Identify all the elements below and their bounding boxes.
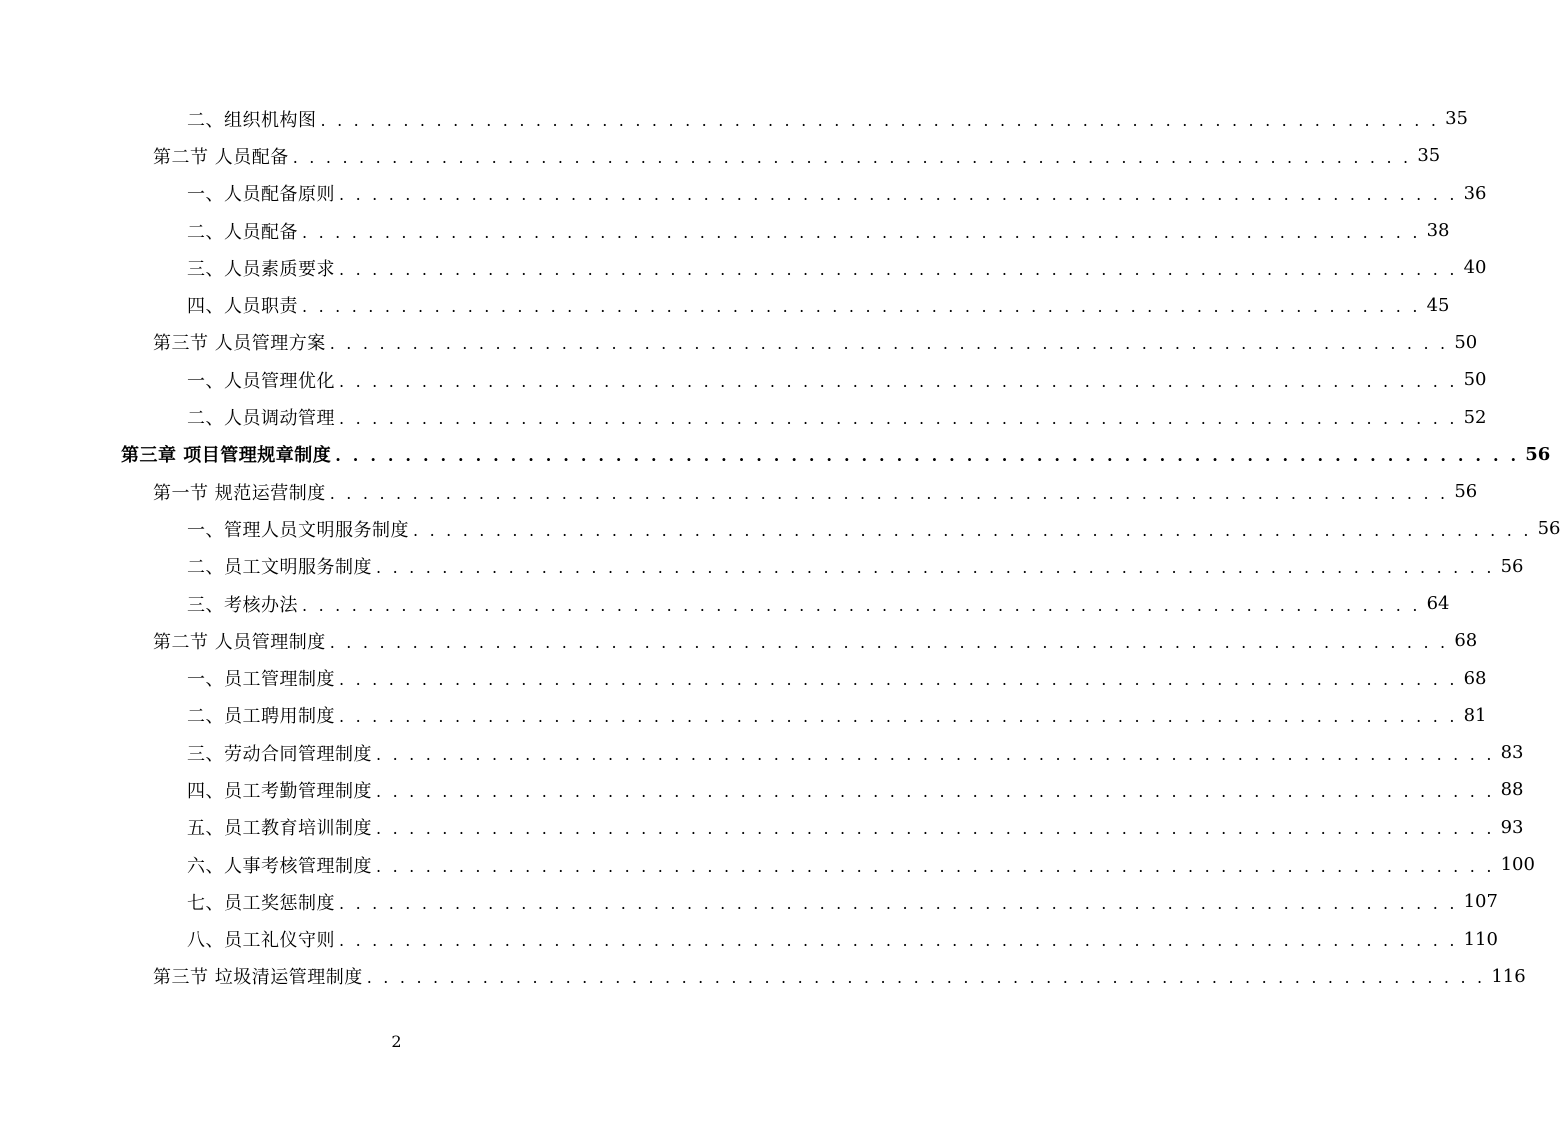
toc-entry-page: 116 — [1491, 965, 1526, 987]
dot-leader: . . . . . . . . . . . . . . . . . . . . . . . . . . . . . . . . . . . . . . . . . . . . . . . . . . . . . . . . . . . . . . . . . . . . — [339, 670, 1458, 690]
page-number: 2 — [391, 1032, 402, 1051]
toc-entry-item[interactable] — [0, 249, 1487, 286]
toc-entry-page: 110 — [1463, 928, 1498, 950]
toc-entry-section[interactable] — [0, 473, 1478, 510]
dot-leader: . . . . . . . . . . . . . . . . . . . . . . . . . . . . . . . . . . . . . . . . . . . . . . . . . . . . . . . . . . . . . . . . . . . . — [302, 222, 1421, 242]
toc-entry-page: 36 — [1463, 182, 1487, 204]
toc-entry-page: 38 — [1426, 220, 1450, 242]
toc-entry-chapter[interactable] — [0, 436, 1551, 473]
dot-leader: . . . . . . . . . . . . . . . . . . . . . . . . . . . . . . . . . . . . . . . . . . . . . . . . . . . . . . . . . . . . . . . . . . . . — [339, 185, 1458, 205]
dot-leader: . . . . . . . . . . . . . . . . . . . . . . . . . . . . . . . . . . . . . . . . . . . . . . . . . . . . . . . . . . . . . . . . . . . . — [302, 595, 1421, 615]
toc-entry-item[interactable] — [0, 659, 1487, 696]
toc-entry-item[interactable] — [0, 286, 1450, 323]
toc-entry-title: 八、员工礼仪守则 — [187, 930, 335, 952]
dot-leader: . . . . . . . . . . . . . . . . . . . . . . . . . . . . . . . . . . . . . . . . . . . . . . . . . . . . . . . . . . . . . . . . . . . . — [339, 931, 1458, 951]
table-of-contents — [0, 100, 1561, 995]
toc-entry-title: 一、人员管理优化 — [187, 370, 335, 392]
toc-entry-page: 68 — [1463, 667, 1487, 689]
toc-entry-title: 一、人员配备原则 — [187, 184, 335, 206]
dot-leader: . . . . . . . . . . . . . . . . . . . . . . . . . . . . . . . . . . . . . . . . . . . . . . . . . . . . . . . . . . . . . . . . . . . . — [329, 483, 1449, 503]
toc-entry-page: 56 — [1525, 443, 1551, 465]
toc-entry-item[interactable] — [0, 734, 1524, 771]
dot-leader: . . . . . . . . . . . . . . . . . . . . . . . . . . . . . . . . . . . . . . . . . . . . . . . . . . . . . . . . . . . . . . . . . . . . — [339, 893, 1458, 913]
dot-leader: . . . . . . . . . . . . . . . . . . . . . . . . . . . . . . . . . . . . . . . . . . . . . . . . . . . . . . . . . . . . . . . . . . . . — [366, 968, 1486, 988]
dot-leader: . . . . . . . . . . . . . . . . . . . . . . . . . . . . . . . . . . . . . . . . . . . . . . . . . . . . . . . . . . . . . . . . . . . . — [339, 409, 1458, 429]
toc-entry-section[interactable] — [0, 622, 1478, 659]
dot-leader: . . . . . . . . . . . . . . . . . . . . . . . . . . . . . . . . . . . . . . . . . . . . . . . . . . . . . . . . . . . . . . . . . . . . — [329, 632, 1449, 652]
toc-entry-item[interactable] — [0, 585, 1450, 622]
toc-entry-item[interactable] — [0, 771, 1524, 808]
dot-leader: . . . . . . . . . . . . . . . . . . . . . . . . . . . . . . . . . . . . . . . . . . . . . . . . . . . . . . . . . . . . . . . . . . . . — [413, 520, 1532, 540]
toc-entry-title: 一、员工管理制度 — [187, 669, 335, 691]
toc-entry-title: 六、人事考核管理制度 — [187, 855, 372, 877]
dot-leader: . . . . . . . . . . . . . . . . . . . . . . . . . . . . . . . . . . . . . . . . . . . . . . . . . . . . . . . . . . . . . . . . . . . . — [376, 819, 1495, 839]
toc-entry-item[interactable] — [0, 846, 1535, 883]
toc-entry-title: 第三节 垃圾清运管理制度 — [153, 967, 363, 989]
toc-entry-item[interactable] — [0, 175, 1487, 212]
dot-leader: . . . . . . . . . . . . . . . . . . . . . . . . . . . . . . . . . . . . . . . . . . . . . . . . . . . . . . . . . . . . . . . . . . . . — [302, 297, 1421, 317]
toc-entry-page: 35 — [1445, 108, 1469, 130]
toc-entry-page: 107 — [1463, 891, 1498, 913]
toc-entry-title: 一、管理人员文明服务制度 — [187, 519, 409, 541]
dot-leader: . . . . . . . . . . . . . . . . . . . . . . . . . . . . . . . . . . . . . . . . . . . . . . . . . . . . . . . . . . . . . . . . . . . . — [329, 334, 1449, 354]
toc-entry-title: 第一节 规范运营制度 — [153, 482, 326, 504]
toc-entry-page: 100 — [1500, 854, 1535, 876]
toc-entry-item[interactable] — [0, 398, 1487, 435]
toc-entry-item[interactable] — [0, 548, 1524, 585]
toc-entry-title: 三、劳动合同管理制度 — [187, 743, 372, 765]
toc-entry-title: 第二节 人员配备 — [153, 146, 289, 168]
dot-leader: . . . . . . . . . . . . . . . . . . . . . . . . . . . . . . . . . . . . . . . . . . . . . . . . . . . . . . . . . . . . . . . . . . . . — [335, 446, 1520, 466]
dot-leader: . . . . . . . . . . . . . . . . . . . . . . . . . . . . . . . . . . . . . . . . . . . . . . . . . . . . . . . . . . . . . . . . . . . . — [376, 558, 1495, 578]
toc-entry-page: 35 — [1417, 145, 1441, 167]
toc-entry-title: 二、员工聘用制度 — [187, 706, 335, 728]
toc-entry-title: 二、组织机构图 — [187, 109, 317, 131]
dot-leader: . . . . . . . . . . . . . . . . . . . . . . . . . . . . . . . . . . . . . . . . . . . . . . . . . . . . . . . . . . . . . . . . . . . . — [376, 744, 1495, 764]
toc-entry-title: 二、人员调动管理 — [187, 408, 335, 430]
dot-leader: . . . . . . . . . . . . . . . . . . . . . . . . . . . . . . . . . . . . . . . . . . . . . . . . . . . . . . . . . . . . . . . . . . . . — [376, 781, 1495, 801]
dot-leader: . . . . . . . . . . . . . . . . . . . . . . . . . . . . . . . . . . . . . . . . . . . . . . . . . . . . . . . . . . . . . . . . . . . . — [376, 856, 1495, 876]
toc-entry-item[interactable] — [0, 697, 1487, 734]
toc-entry-page: 56 — [1537, 518, 1561, 540]
toc-entry-page: 56 — [1454, 481, 1478, 503]
toc-entry-page: 50 — [1463, 369, 1487, 391]
toc-entry-title: 第二节 人员管理制度 — [153, 631, 326, 653]
dot-leader: . . . . . . . . . . . . . . . . . . . . . . . . . . . . . . . . . . . . . . . . . . . . . . . . . . . . . . . . . . . . . . . . . . . . — [339, 707, 1458, 727]
toc-entry-item[interactable] — [0, 809, 1524, 846]
toc-entry-title: 二、员工文明服务制度 — [187, 557, 372, 579]
toc-entry-section[interactable] — [0, 137, 1441, 174]
toc-entry-item[interactable] — [0, 883, 1498, 920]
dot-leader: . . . . . . . . . . . . . . . . . . . . . . . . . . . . . . . . . . . . . . . . . . . . . . . . . . . . . . . . . . . . . . . . . . . . — [320, 110, 1440, 130]
toc-entry-title: 第三章 项目管理规章制度 — [121, 445, 332, 467]
toc-entry-page: 83 — [1500, 742, 1524, 764]
toc-entry-title: 第三节 人员管理方案 — [153, 333, 326, 355]
toc-entry-item[interactable] — [0, 361, 1487, 398]
toc-entry-section[interactable] — [0, 324, 1478, 361]
toc-entry-page: 40 — [1463, 257, 1487, 279]
dot-leader: . . . . . . . . . . . . . . . . . . . . . . . . . . . . . . . . . . . . . . . . . . . . . . . . . . . . . . . . . . . . . . . . . . . . — [292, 147, 1412, 167]
toc-entry-page: 45 — [1426, 294, 1450, 316]
toc-entry-title: 四、人员职责 — [187, 296, 298, 318]
dot-leader: . . . . . . . . . . . . . . . . . . . . . . . . . . . . . . . . . . . . . . . . . . . . . . . . . . . . . . . . . . . . . . . . . . . . — [339, 259, 1458, 279]
toc-entry-item[interactable] — [0, 921, 1498, 958]
toc-entry-page: 52 — [1463, 406, 1487, 428]
toc-entry-title: 七、员工奖惩制度 — [187, 892, 335, 914]
dot-leader: . . . . . . . . . . . . . . . . . . . . . . . . . . . . . . . . . . . . . . . . . . . . . . . . . . . . . . . . . . . . . . . . . . . . — [339, 371, 1458, 391]
toc-entry-title: 二、人员配备 — [187, 221, 298, 243]
toc-entry-title: 三、人员素质要求 — [187, 258, 335, 280]
toc-entry-title: 五、员工教育培训制度 — [187, 818, 372, 840]
toc-entry-section[interactable] — [0, 958, 1526, 995]
toc-entry-title: 三、考核办法 — [187, 594, 298, 616]
toc-entry-page: 64 — [1426, 593, 1450, 614]
toc-entry-page: 93 — [1500, 816, 1524, 838]
toc-entry-page: 68 — [1454, 630, 1478, 652]
toc-entry-page: 88 — [1500, 779, 1524, 801]
toc-entry-title: 四、员工考勤管理制度 — [187, 780, 372, 802]
toc-entry-page: 56 — [1500, 555, 1524, 577]
toc-entry-item[interactable] — [0, 100, 1469, 137]
toc-entry-item[interactable] — [0, 212, 1450, 249]
toc-entry-item[interactable] — [0, 510, 1561, 547]
toc-entry-page: 50 — [1454, 331, 1478, 353]
toc-entry-page: 81 — [1463, 704, 1487, 726]
